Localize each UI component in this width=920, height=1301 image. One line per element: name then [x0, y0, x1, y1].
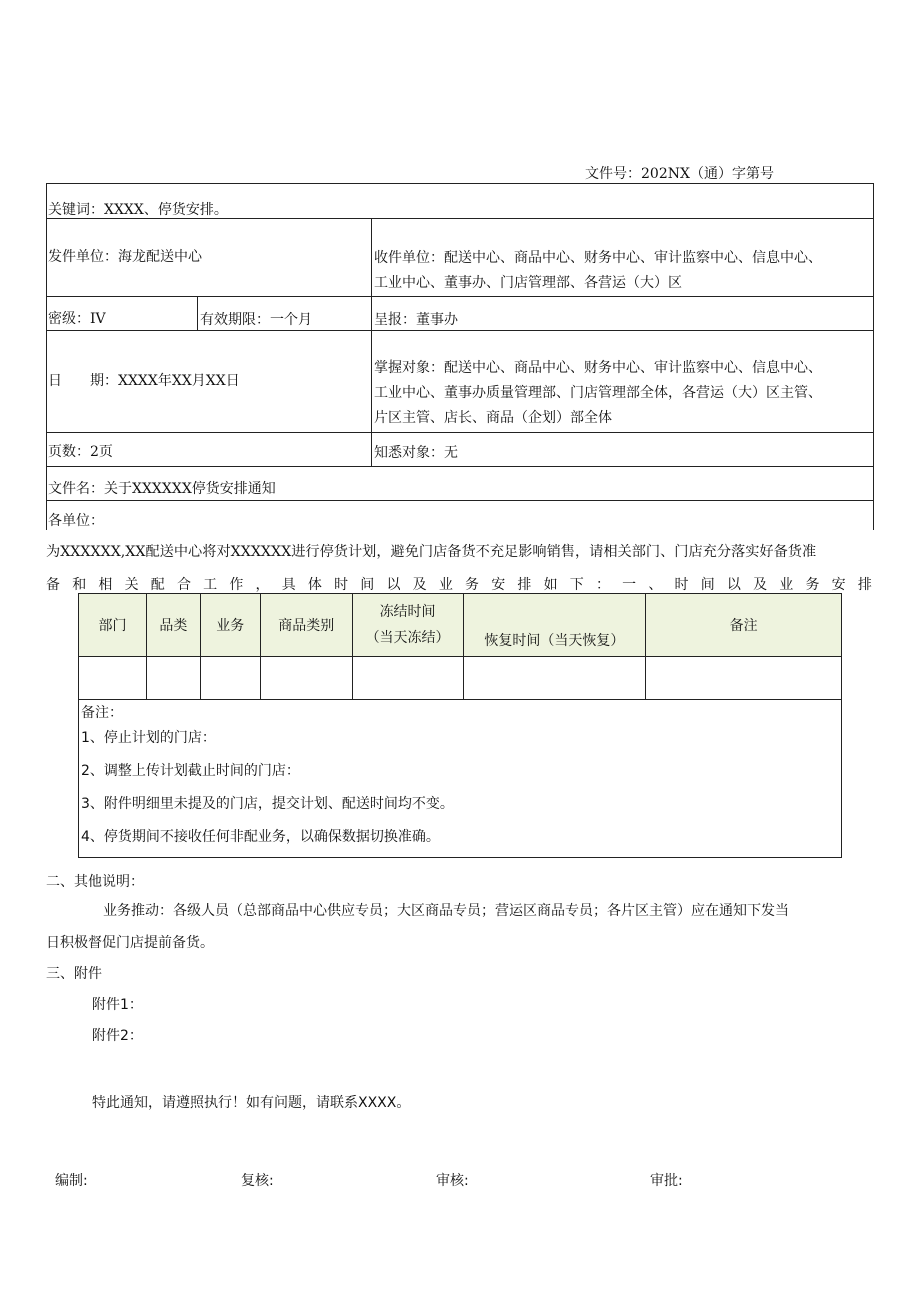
- attachment-item: 附件1：: [92, 997, 143, 1013]
- other-paragraph-line-1: 业务推动：各级人员（总部商品中心供应专员；大区商品专员；营运区商品专员；各片区主管）应在通知下发当: [103, 903, 789, 919]
- note-item: 2、调整上传计划截止时间的门店：: [81, 763, 300, 779]
- note-item: 4、停货期间不接收任何非配业务，以确保数据切换准确。: [81, 829, 440, 845]
- file-name: 文件名：关于XXXXXX停货安排通知: [48, 481, 276, 497]
- signature-reviewed: 复核:: [241, 1173, 274, 1189]
- intro-char: 间: [700, 577, 715, 593]
- intro-char: 下: [569, 577, 584, 593]
- salutation: 各单位：: [48, 513, 104, 529]
- notes-title: 备注：: [81, 705, 123, 721]
- validity-period: 有效期限：一个月: [200, 312, 312, 328]
- other-paragraph-line-2: 日积极督促门店提前备货。: [46, 935, 214, 951]
- intro-char: 务: [805, 577, 820, 593]
- secret-level: 密级：IV: [48, 311, 106, 327]
- intro-char: 以: [386, 577, 401, 593]
- intro-char: 备: [46, 577, 60, 593]
- intro-line-2: [46, 574, 872, 594]
- intro-char: 排: [517, 577, 532, 593]
- intro-char: 配: [150, 577, 165, 593]
- intro-char: 一: [622, 577, 637, 593]
- intro-char: 安: [491, 577, 506, 593]
- closing-text: 特此通知，请遵照执行！如有问题，请联系XXXX。: [92, 1095, 411, 1111]
- attachment-item: 附件2：: [92, 1028, 143, 1044]
- doc-number: 文件号：202NX（通）字第号: [585, 166, 774, 182]
- intro-char: 合: [176, 577, 191, 593]
- issue-date: 日 期：XXXX年XX月XX日: [48, 373, 240, 389]
- table-cell: [79, 657, 147, 700]
- table-cell: [463, 657, 646, 700]
- intro-char: 业: [438, 577, 453, 593]
- keywords: 关键词：XXXX、停货安排。: [48, 202, 228, 218]
- table-cell: [146, 657, 200, 700]
- table-cell: [352, 657, 463, 700]
- note-item: 1、停止计划的门店：: [81, 730, 216, 746]
- signature-approved: 审批:: [650, 1173, 683, 1189]
- page-count: 页数：2页: [48, 444, 113, 460]
- intro-char: 、: [648, 577, 663, 593]
- intro-char: 时: [334, 577, 349, 593]
- note-item: 3、附件明细里未提及的门店，提交计划、配送时间均不变。: [81, 796, 454, 812]
- intro-char: 及: [753, 577, 768, 593]
- intro-char: 间: [360, 577, 375, 593]
- table-cell: [260, 657, 352, 700]
- header-business: 业务: [200, 594, 260, 657]
- intro-char: 及: [412, 577, 427, 593]
- intro-char: 关: [124, 577, 139, 593]
- header-department: 部门: [79, 594, 147, 657]
- intro-char: 如: [543, 577, 558, 593]
- intro-char: 时: [674, 577, 689, 593]
- header-restore-time: 恢复时间（当天恢复）: [463, 594, 646, 657]
- schedule-table: [78, 593, 842, 858]
- intro-char: 工: [203, 577, 218, 593]
- informed-targets: 知悉对象：无: [374, 445, 458, 461]
- signature-compiled: 编制:: [55, 1173, 88, 1189]
- table-cell: [646, 657, 842, 700]
- sender-unit: 发件单位：海龙配送中心: [48, 249, 202, 265]
- header-category: 品类: [146, 594, 200, 657]
- signature-audited: 审核:: [436, 1173, 469, 1189]
- intro-char: 具: [281, 577, 296, 593]
- header-remarks: 备注: [646, 594, 842, 657]
- intro-line-1: 为XXXXXX,XX配送中心将对XXXXXX进行停货计划，避免门店备货不充足影响销售，请相关部门、门店充分落实好备货准: [46, 544, 817, 560]
- intro-char: 以: [726, 577, 741, 593]
- section-other-title: 二、其他说明：: [46, 874, 144, 890]
- header-product-type: 商品类别: [260, 594, 352, 657]
- intro-char: 业: [779, 577, 794, 593]
- section-attachments-title: 三、附件: [46, 966, 102, 982]
- recipient-units: 收件单位：配送中心、商品中心、财务中心、审计监察中心、信息中心、 工业中心、董事办、门店管理部、各营运（大）区: [374, 250, 822, 291]
- intro-char: 安: [831, 577, 846, 593]
- intro-char: 相: [98, 577, 113, 593]
- intro-char: 体: [307, 577, 322, 593]
- intro-char: 排: [857, 577, 872, 593]
- intro-char: 务: [465, 577, 479, 593]
- table-cell: [200, 657, 260, 700]
- intro-char: 和: [72, 577, 87, 593]
- header-freeze-time: 冻结时间 （当天冻结）: [352, 594, 463, 657]
- intro-char: ：: [595, 577, 610, 593]
- control-targets: 掌握对象：配送中心、商品中心、财务中心、审计监察中心、信息中心、 工业中心、董事办质量管理部、门店管理部全体，各营运（大）区主管、 片区主管、店长、商品（企划）部全体: [374, 360, 822, 426]
- table-notes: [79, 700, 842, 858]
- intro-char: 作: [229, 577, 244, 593]
- intro-char: ，: [255, 577, 270, 593]
- report-to: 呈报：董事办: [374, 312, 458, 328]
